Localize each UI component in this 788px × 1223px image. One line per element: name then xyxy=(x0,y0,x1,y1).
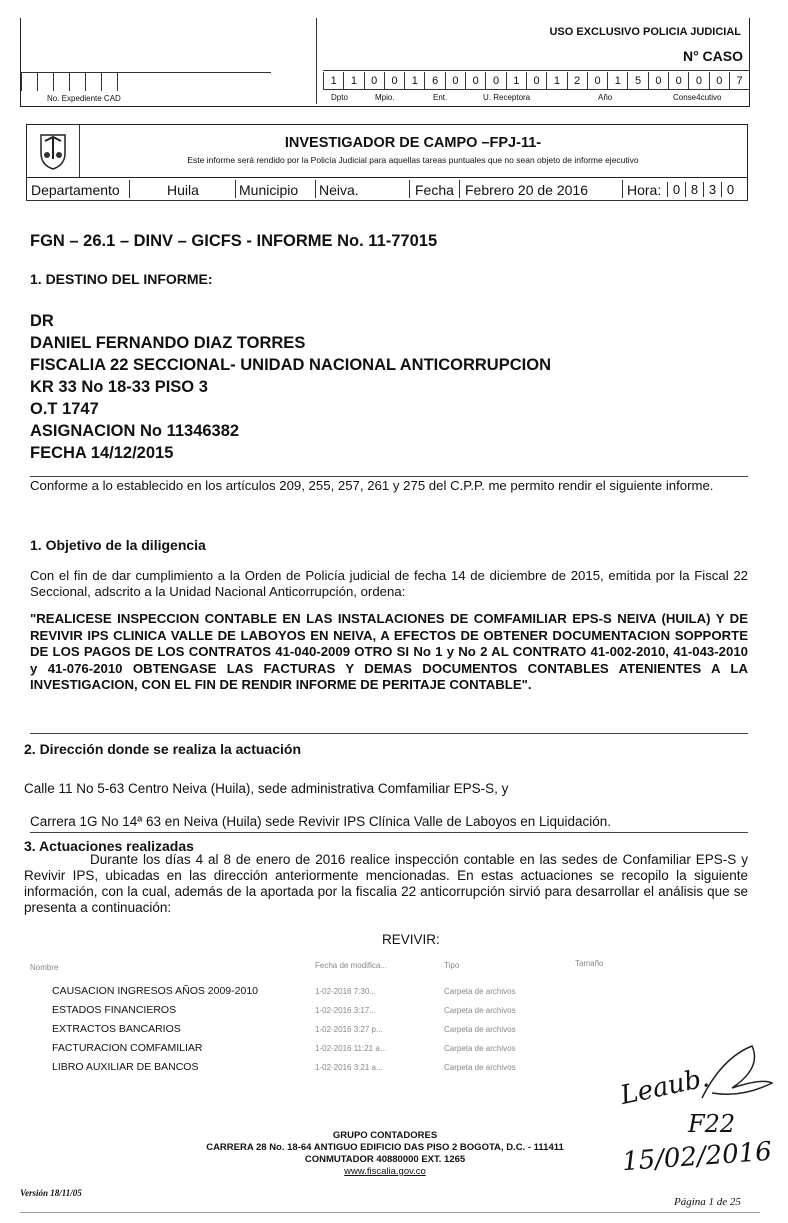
signature-unit: F22 xyxy=(688,1110,736,1138)
case-digit: 0 xyxy=(485,72,505,90)
label-dpto: Dpto xyxy=(331,93,348,102)
case-digit: 1 xyxy=(607,72,627,90)
table-row xyxy=(52,985,258,997)
date-value: Febrero 20 de 2016 xyxy=(465,182,588,198)
case-digit: 1 xyxy=(546,72,566,90)
destination-heading: 1. DESTINO DEL INFORME: xyxy=(30,271,213,287)
hour-label: Hora: xyxy=(627,182,662,198)
file-type: Carpeta de archivos xyxy=(444,1063,516,1072)
label-receptora: U. Receptora xyxy=(483,93,531,102)
report-code: FGN – 26.1 – DINV – GICFS - INFORME No. 11-77015 xyxy=(30,232,438,250)
case-digit: 5 xyxy=(627,72,647,90)
case-digit: 0 xyxy=(648,72,668,90)
footer-phone: CONMUTADOR 40880000 EXT. 1265 xyxy=(304,1154,466,1165)
label-year: Año xyxy=(598,93,613,102)
table-row xyxy=(52,1061,198,1073)
file-name: EXTRACTOS BANCARIOS xyxy=(52,1023,181,1035)
hour-digit: 8 xyxy=(685,182,703,197)
address-line-2: Carrera 1G No 14ª 63 en Neiva (Huila) sede Revivir IPS Clínica Valle de Laboyos en Liquidación. xyxy=(30,814,612,829)
table-row xyxy=(52,1004,176,1016)
case-digit: 0 xyxy=(465,72,485,90)
table-row xyxy=(52,1042,203,1054)
file-date: 1-02-2016 7:30... xyxy=(315,987,376,996)
case-digit: 1 xyxy=(506,72,526,90)
table-header-date: Fecha de modifica... xyxy=(315,961,388,970)
file-name: FACTURACION COMFAMILIAR xyxy=(52,1042,203,1054)
address-line-1: Calle 11 No 5-63 Centro Neiva (Huila), sede administrativa Comfamiliar EPS-S, y xyxy=(24,781,509,796)
date-label: Fecha xyxy=(415,182,454,198)
revivir-label: REVIVIR: xyxy=(382,932,440,947)
case-digit: 6 xyxy=(424,72,444,90)
location-row xyxy=(26,178,748,201)
table-row xyxy=(52,1023,181,1035)
table-header-type: Tipo xyxy=(444,961,460,970)
case-digit: 0 xyxy=(668,72,688,90)
form-title: INVESTIGADOR DE CAMPO –FPJ-11- xyxy=(284,135,542,151)
table-header-name: Nombre xyxy=(30,963,59,972)
form-subtitle: Este informe será rendido por la Policía Judicial para aquellas tareas puntuales que no sean objeto de informe ejecutivo xyxy=(187,155,639,165)
department-value: Huila xyxy=(167,182,199,198)
hour-digit: 3 xyxy=(703,182,721,197)
addressee-ot: O.T 1747 xyxy=(30,400,99,418)
cad-label: No. Expediente CAD xyxy=(47,94,121,103)
addressee-assignment: ASIGNACION No 11346382 xyxy=(30,422,240,440)
objective-heading: 1. Objetivo de la diligencia xyxy=(30,537,206,553)
footer-website[interactable]: www.fiscalia.gov.co xyxy=(344,1166,426,1177)
footer-org: GRUPO CONTADORES xyxy=(332,1130,438,1141)
case-digit: 0 xyxy=(526,72,546,90)
addressee-title: DR xyxy=(30,312,54,330)
signature-date: 15/02/2016 xyxy=(621,1136,773,1178)
addressee-office: FISCALIA 22 SECCIONAL- UNIDAD NACIONAL ANTICORRUPCION xyxy=(30,356,551,374)
table-header-size: Tamaño xyxy=(575,959,604,968)
case-number-digits xyxy=(323,70,749,90)
file-date: 1-02-2016 3:27 p... xyxy=(315,1025,383,1034)
signature-name: Leaub. xyxy=(617,1062,712,1112)
addressee-name: DANIEL FERNANDO DIAZ TORRES xyxy=(30,334,306,352)
department-label: Departamento xyxy=(31,182,120,198)
file-date: 1-02-2016 3:21 a... xyxy=(315,1063,383,1072)
addressee-address: KR 33 No 18-33 PISO 3 xyxy=(30,378,208,396)
case-digit: 0 xyxy=(384,72,404,90)
file-type: Carpeta de archivos xyxy=(444,1025,516,1034)
cad-cells xyxy=(21,72,271,91)
case-digit: 7 xyxy=(729,72,749,90)
case-number-label: N° CASO xyxy=(682,48,743,64)
handwritten-signature xyxy=(612,1038,782,1178)
municipality-value: Neiva. xyxy=(319,182,359,198)
actions-text: Durante los días 4 al 8 de enero de 2016 realice inspección contable en las sedes de Confamiliar EPS-S y Revivir IPS, ubicadas en las dirección anteriormente mencionadas. En estas actuaciones se recopilo la siguiente información, con la cual, además de la aportada por la fiscalia 22 anticorrupción sirvió para desarrollar el análisis que se presenta a continuación: xyxy=(24,852,748,915)
file-type: Carpeta de archivos xyxy=(444,1044,516,1053)
case-digit: 0 xyxy=(709,72,729,90)
objective-order: "REALICESE INSPECCION CONTABLE EN LAS INSTALACIONES DE COMFAMILIAR EPS-S NEIVA (HUILA) Y DE REVIVIR IPS CLINICA VALLE DE LABOYOS EN NEIVA, A EFECTOS DE OBTENER DOCUMENTACION SOPPORTE DE LOS PAGOS DE LOS CONTRATOS 41-040-2009 OTRO SI No 1 y No 2 AL CONTRATO 41-002-2010, 41-043-2010 y 41-076-2010 OBTENGASE LAS FACTURAS Y DEMAS DOCUMENTOS CONTABLES ATENIENTES A LA INVESTIGACION, CON EL FIN DE RENDIR INFORME DE PERITAJE CONTABLE". xyxy=(30,611,748,692)
file-type: Carpeta de archivos xyxy=(444,1006,516,1015)
footer-address: CARRERA 28 No. 18-64 ANTIGUO EDIFICIO DAS PISO 2 BOGOTA, D.C. - 111411 xyxy=(206,1142,564,1153)
hour-digit: 0 xyxy=(721,182,739,197)
exclusive-use-label: USO EXCLUSIVO POLICIA JUDICIAL xyxy=(549,26,741,38)
case-digit: 0 xyxy=(364,72,384,90)
actions-heading: 3. Actuaciones realizadas xyxy=(24,838,194,854)
address-heading: 2. Dirección donde se realiza la actuación xyxy=(24,741,301,757)
hour-digit: 0 xyxy=(667,182,685,197)
addressee-date: FECHA 14/12/2015 xyxy=(30,444,174,462)
file-name: CAUSACION INGRESOS AÑOS 2009-2010 xyxy=(52,985,258,997)
objective-text: Con el fin de dar cumplimiento a la Orden de Policía judicial de fecha 14 de diciembre de 2015, emitida por la Fiscal 22 Seccional, adscrito a la Unidad Nacional Anticorrupción, ordena: xyxy=(30,568,748,599)
file-name: LIBRO AUXILIAR DE BANCOS xyxy=(52,1061,199,1073)
case-digit: 2 xyxy=(567,72,587,90)
case-digit: 0 xyxy=(587,72,607,90)
file-type: Carpeta de archivos xyxy=(444,987,516,996)
label-consecutive: Conse4cutivo xyxy=(673,93,722,102)
file-date: 1-02-2016 3:17... xyxy=(315,1006,376,1015)
intro-text: Conforme a lo establecido en los artículos 209, 255, 257, 261 y 275 del C.P.P. me permito rendir el siguiente informe. xyxy=(30,478,714,493)
case-digit: 0 xyxy=(445,72,465,90)
municipality-label: Municipio xyxy=(239,182,299,198)
file-name: ESTADOS FINANCIEROS xyxy=(52,1004,177,1016)
case-digit: 1 xyxy=(343,72,363,90)
shield-logo-icon xyxy=(33,129,73,171)
file-date: 1-02-2016 11:21 a... xyxy=(315,1044,387,1053)
case-digit: 0 xyxy=(688,72,708,90)
case-header xyxy=(20,18,750,107)
version-label: Versión 18/11/05 xyxy=(20,1188,82,1198)
page-number: Página 1 de 25 xyxy=(674,1196,741,1208)
hour-digits xyxy=(667,181,739,197)
form-title-box xyxy=(26,124,748,178)
label-mpio: Mpio. xyxy=(375,93,395,102)
case-digit: 1 xyxy=(323,72,343,90)
addressee-block xyxy=(30,310,551,464)
case-digit: 1 xyxy=(404,72,424,90)
label-ent: Ent. xyxy=(433,93,448,102)
footer-block xyxy=(150,1130,620,1178)
